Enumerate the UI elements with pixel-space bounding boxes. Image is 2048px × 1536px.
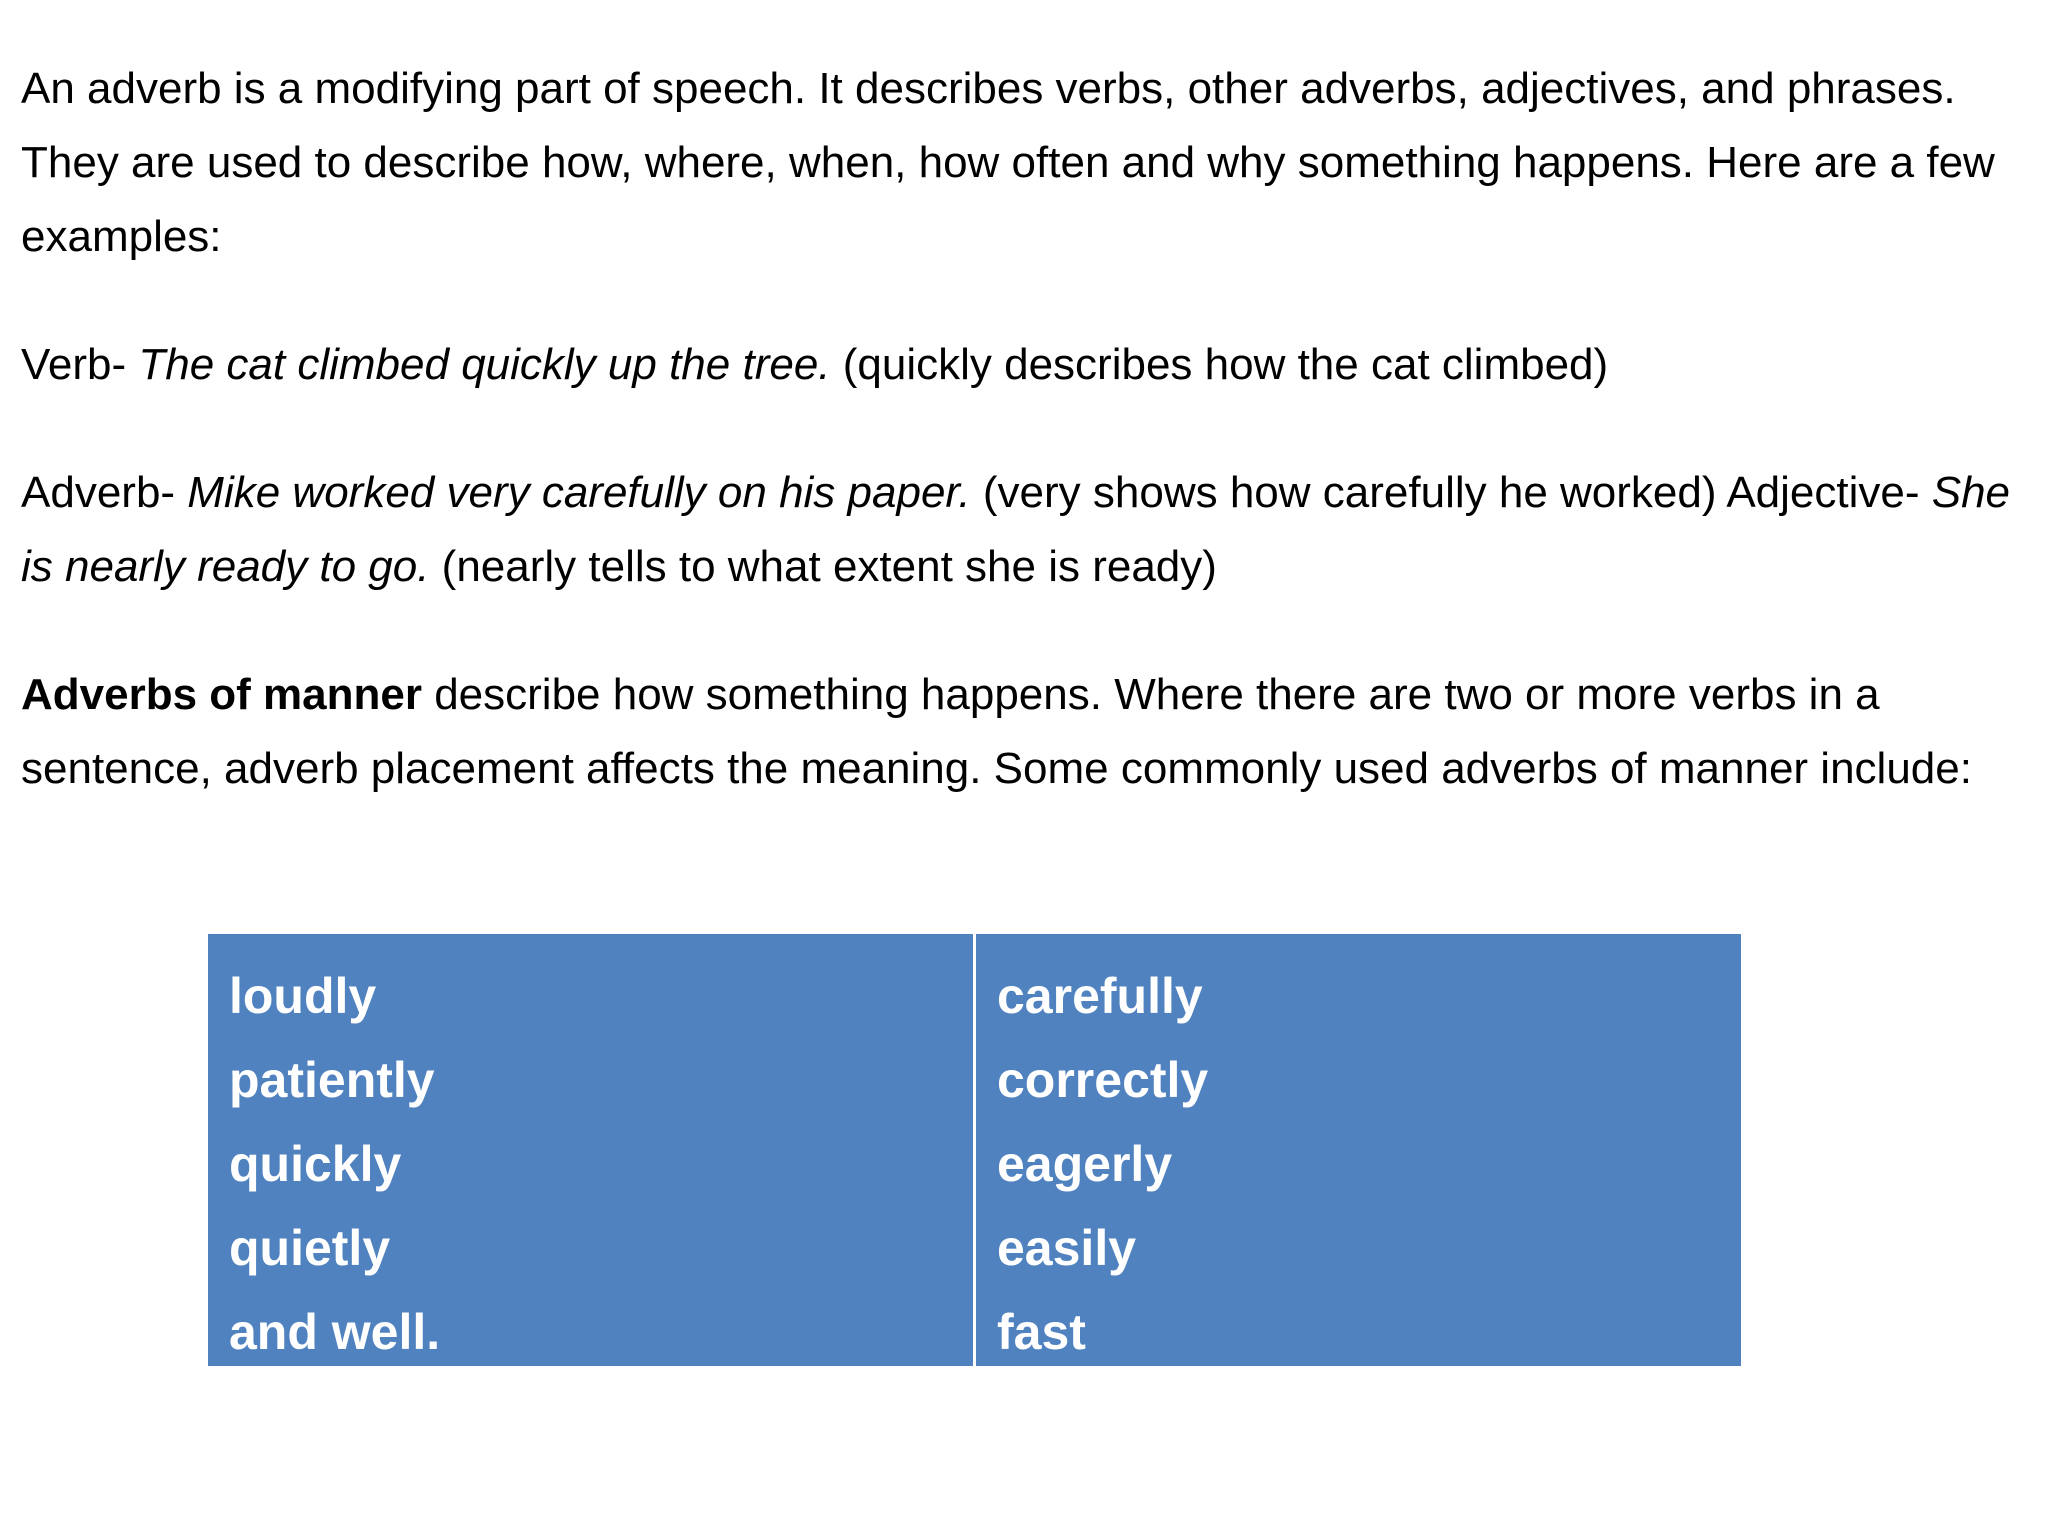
verb-example-note: (quickly describes how the cat climbed) xyxy=(830,340,1609,389)
adjective-example-sentence: She is nearly ready to go. xyxy=(21,468,2011,591)
verb-example-label: Verb- xyxy=(21,340,139,389)
table-cell: eagerly xyxy=(997,1136,1173,1192)
table-cell: patiently xyxy=(229,1052,435,1108)
table-cell: fast xyxy=(997,1304,1086,1360)
table-cell: quietly xyxy=(229,1220,391,1276)
table-cell: loudly xyxy=(229,968,377,1024)
manner-text: describe how something happens. Where there are two or more verbs in a sentence, adverb placement affects the meaning. Some commonly used adverbs of manner include: xyxy=(21,670,1972,793)
adverbs-of-manner-table xyxy=(208,934,1741,1366)
adverb-adjective-example-paragraph xyxy=(21,456,2021,604)
table-cell: carefully xyxy=(997,968,1203,1024)
manner-heading: Adverbs of manner xyxy=(21,670,422,719)
manner-paragraph xyxy=(21,658,2021,806)
adjective-example-note: (nearly tells to what extent she is ready) xyxy=(429,542,1217,591)
table-cell: easily xyxy=(997,1220,1137,1276)
table-right-column xyxy=(976,934,1741,1366)
table-cell: and well. xyxy=(229,1304,441,1360)
verb-example-sentence: The cat climbed quickly up the tree. xyxy=(138,340,831,389)
adjective-example-label: Adjective- xyxy=(1726,468,1932,517)
table-cell: quickly xyxy=(229,1136,402,1192)
adverb-example-label: Adverb- xyxy=(21,468,188,517)
adverb-example-sentence: Mike worked very carefully on his paper. xyxy=(187,468,971,517)
verb-example-paragraph xyxy=(21,328,2021,402)
adverb-example-note: (very shows how carefully he worked) xyxy=(970,468,1727,517)
intro-paragraph xyxy=(21,52,2021,274)
table-cell: correctly xyxy=(997,1052,1209,1108)
document-body xyxy=(21,52,2021,806)
table-left-column xyxy=(208,934,973,1366)
intro-text: An adverb is a modifying part of speech. It describes verbs, other adverbs, adjectives, and phrases. They are used to describe how, where, when, how often and why something happens. Here are a few examples: xyxy=(21,64,1995,261)
